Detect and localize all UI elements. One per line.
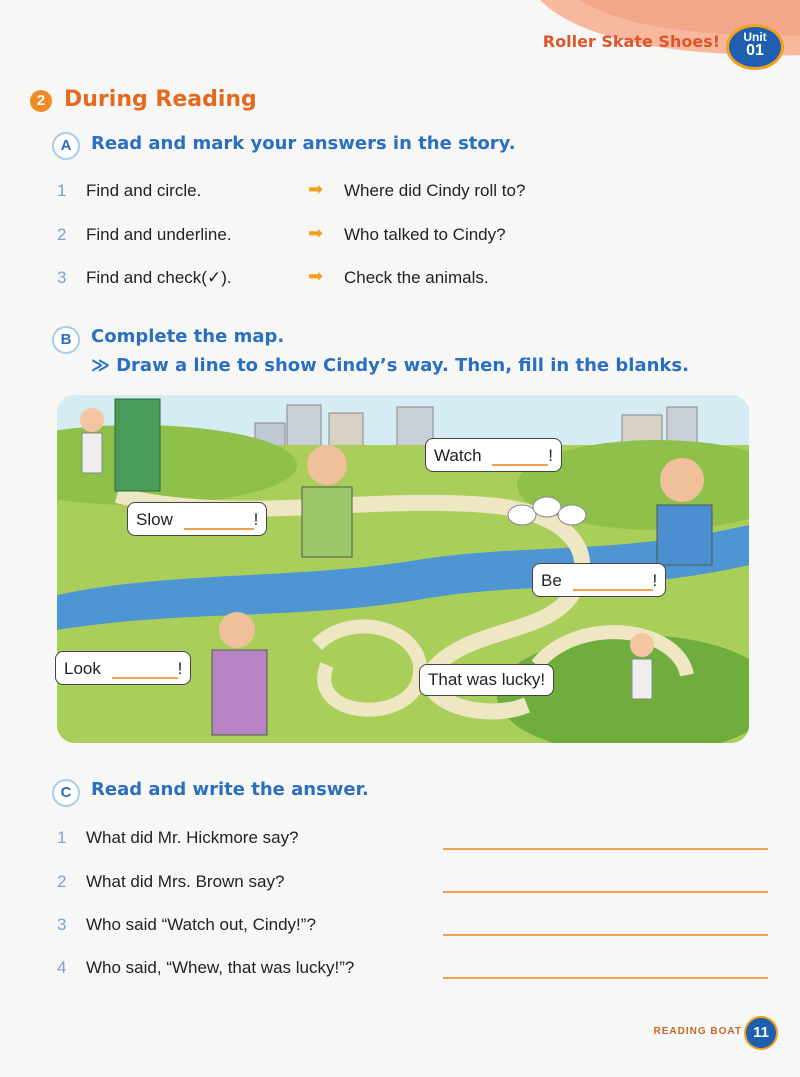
bubble-watch-text: Watch [434,446,482,465]
bubble-look-text: Look [64,659,101,678]
speech-bubble-look [55,651,191,685]
speech-bubble-watch [425,438,562,472]
part-a-item-3-number: 3 [57,268,67,287]
bubble-watch-mark: ! [548,446,554,465]
section-title: During Reading [64,87,257,112]
unit-label: Unit [743,30,767,44]
part-a-item-2-question: Who talked to Cindy? [344,225,506,244]
bubble-watch-blank[interactable] [492,444,548,466]
part-a-item-3-question: Check the animals. [344,268,489,287]
part-c-item-2-question: What did Mrs. Brown say? [86,872,285,891]
bubble-be-blank[interactable] [573,569,653,591]
section-number: 2 [30,90,52,112]
page-number: 11 [744,1016,778,1050]
bubble-be-text: Be [541,571,562,590]
part-c-item-4-number: 4 [57,958,67,977]
footer-brand: READING BOAT [653,1026,742,1037]
part-b-subtitle: ≫ Draw a line to show Cindy’s way. Then, fill in the blanks. [91,355,689,376]
book-title: Roller Skate Shoes! [542,32,720,51]
unit-number: 01 [746,42,764,59]
part-a-item-2-instruction: Find and underline. [86,225,232,244]
part-a-badge: A [52,132,80,160]
arrow-right-icon: ➡ [308,179,324,199]
part-a-item-3-instruction: Find and check(✓). [86,268,232,287]
part-c-item-2-number: 2 [57,872,67,891]
bubble-be-mark: ! [652,571,658,590]
speech-bubble-be [532,563,666,597]
part-c-item-3-number: 3 [57,915,67,934]
bubble-look-mark: ! [177,659,183,678]
part-c-title: Read and write the answer. [91,779,369,800]
answer-line-1[interactable] [443,848,768,850]
part-b-title: Complete the map. [91,326,285,347]
part-a-item-2-number: 2 [57,225,67,244]
arrow-right-icon: ➡ [308,223,324,243]
answer-line-3[interactable] [443,934,768,936]
part-c-item-4-question: Who said, “Whew, that was lucky!”? [86,958,355,977]
speech-bubble-slow [127,502,267,536]
bubble-slow-blank[interactable] [184,508,254,530]
part-c-item-1-question: What did Mr. Hickmore say? [86,828,299,847]
part-c-badge: C [52,779,80,807]
answer-line-4[interactable] [443,977,768,979]
bubble-slow-mark: ! [253,510,259,529]
part-c-item-3-question: Who said “Watch out, Cindy!”? [86,915,316,934]
part-b-badge: B [52,326,80,354]
part-c-item-1-number: 1 [57,828,67,847]
bubble-slow-text: Slow [136,510,173,529]
arrow-right-icon: ➡ [308,266,324,286]
speech-bubble-lucky: That was lucky! [419,664,554,696]
unit-badge [726,24,784,70]
part-a-item-1-number: 1 [57,181,67,200]
part-a-title: Read and mark your answers in the story. [91,133,516,154]
answer-line-2[interactable] [443,891,768,893]
part-a-item-1-instruction: Find and circle. [86,181,202,200]
bubble-look-blank[interactable] [112,657,178,679]
part-a-item-1-question: Where did Cindy roll to? [344,181,526,200]
